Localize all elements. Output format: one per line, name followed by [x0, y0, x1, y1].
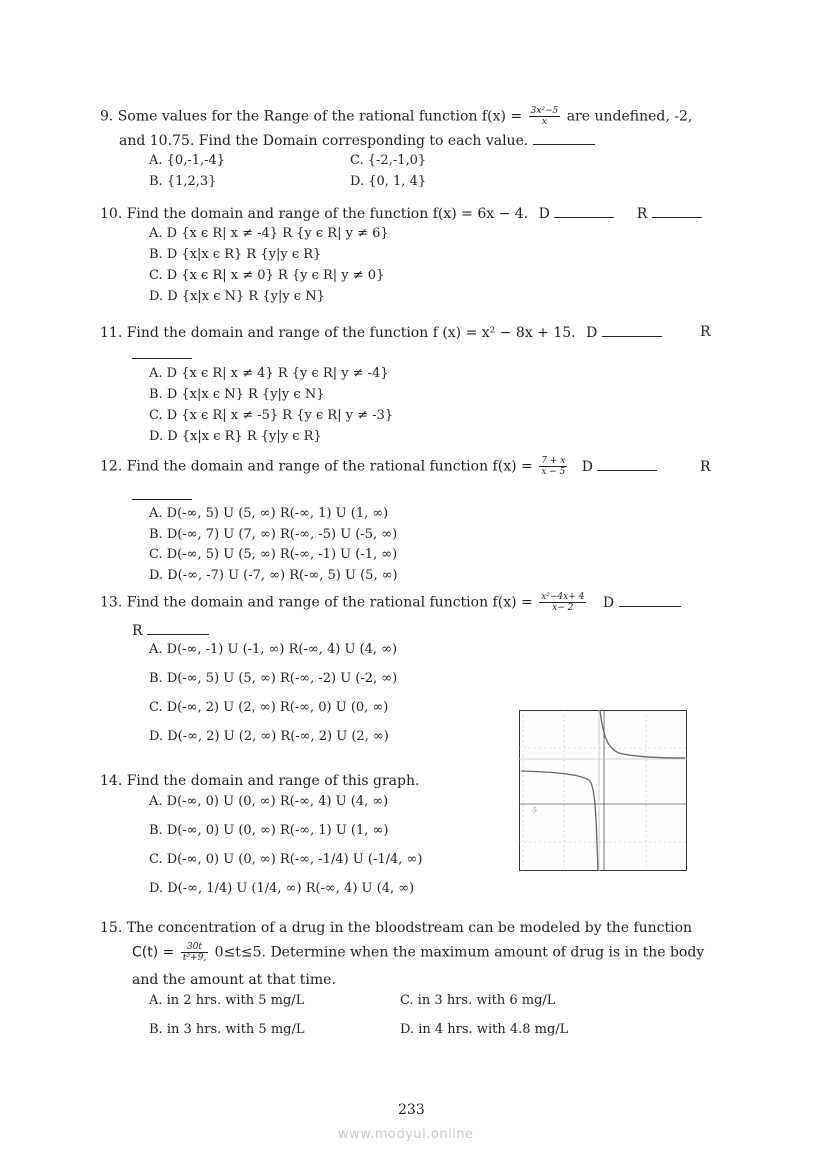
q12-option-c[interactable]: C. D(-∞, 5) U (5, ∞) R(-∞, -1) U (-1, ∞) — [149, 547, 398, 562]
q14-stem: 14. Find the domain and range of this graph. — [100, 773, 420, 789]
q15-line1: 15. The concentration of a drug in the bloodstream can be modeled by the function — [100, 920, 693, 936]
q9-prefix: 9. Some values for the Range of the rational function f(x) = — [100, 108, 523, 125]
q11-range-blank-wrap — [132, 346, 192, 363]
q11-option-a[interactable]: A. D {x ϵ R| x ≠ 4} R {y ϵ R| y ≠ -4} — [149, 366, 389, 381]
q13-d-label: D — [602, 594, 615, 611]
q9-line2 — [119, 132, 595, 149]
q9-suffix: are undefined, -2, — [566, 108, 693, 125]
q15-option-b[interactable]: B. in 3 hrs. with 5 mg/L — [149, 1022, 305, 1037]
q10-range-blank[interactable] — [652, 205, 702, 218]
q14-option-b[interactable]: B. D(-∞, 0) U (0, ∞) R(-∞, 1) U (1, ∞) — [149, 823, 389, 838]
q11-text: 11. Find the domain and range of the function f (x) = x² − 8x + 15. — [100, 325, 576, 341]
q12-option-d[interactable]: D. D(-∞, -7) U (-7, ∞) R(-∞, 5) U (5, ∞) — [149, 568, 398, 583]
q9-option-a[interactable]: A. {0,-1,-4} — [149, 153, 226, 168]
q13-stem — [100, 592, 681, 613]
q12-text: 12. Find the domain and range of the rational function f(x) = — [100, 458, 533, 475]
q14-option-c[interactable]: C. D(-∞, 0) U (0, ∞) R(-∞, -1/4) U (-1/4, ∞) — [149, 852, 423, 867]
q10-option-a[interactable]: A. D {x ϵ R| x ≠ -4} R {y ϵ R| y ≠ 6} — [149, 226, 389, 241]
q13-option-d[interactable]: D. D(-∞, 2) U (2, ∞) R(-∞, 2) U (2, ∞) — [149, 729, 389, 744]
q13-frac-num: x²−4x+ 4 — [541, 592, 585, 602]
q9-option-b[interactable]: B. {1,2,3} — [149, 174, 217, 189]
q15-line2 — [132, 942, 704, 963]
q14-graph — [519, 710, 687, 871]
q15-fraction — [181, 942, 208, 963]
q12-r-label: R — [700, 459, 711, 475]
q13-option-c[interactable]: C. D(-∞, 2) U (2, ∞) R(-∞, 0) U (0, ∞) — [149, 700, 389, 715]
q9-fraction — [529, 106, 561, 127]
q9-line2-text: and 10.75. Find the Domain corresponding to each value. — [119, 133, 529, 149]
q13-option-a[interactable]: A. D(-∞, -1) U (-1, ∞) R(-∞, 4) U (4, ∞) — [149, 642, 398, 657]
q11-domain-blank[interactable] — [602, 324, 662, 337]
q11-d-label: D — [586, 325, 598, 341]
q11-range-blank[interactable] — [132, 346, 192, 359]
q13-option-b[interactable]: B. D(-∞, 5) U (5, ∞) R(-∞, -2) U (-2, ∞) — [149, 671, 398, 686]
q15-line2-rest: 0≤t≤5. Determine when the maximum amount of drug is in the body — [214, 944, 705, 961]
q15-c-prefix: C(t) = — [132, 944, 175, 961]
q15-option-c[interactable]: C. in 3 hrs. with 6 mg/L — [400, 993, 556, 1008]
q9-option-c[interactable]: C. {-2,-1,0} — [350, 153, 427, 168]
graph-tick-label: -5 — [531, 807, 537, 814]
q12-fraction — [539, 456, 567, 477]
q11-r-label: R — [700, 324, 711, 340]
q10-option-b[interactable]: B. D {x|x ϵ R} R {y|y ϵ R} — [149, 247, 322, 262]
q13-r-label: R — [132, 623, 143, 639]
q15-line3: and the amount at that time. — [132, 972, 336, 988]
q14-option-d[interactable]: D. D(-∞, 1/4) U (1/4, ∞) R(-∞, 4) U (4, ∞) — [149, 881, 415, 896]
q13-text: 13. Find the domain and range of the rational function f(x) = — [100, 594, 533, 611]
q11-option-d[interactable]: D. D {x|x ϵ R} R {y|y ϵ R} — [149, 429, 322, 444]
q11-option-b[interactable]: B. D {x|x ϵ N} R {y|y ϵ N} — [149, 387, 325, 402]
q12-range-blank[interactable] — [132, 487, 192, 500]
q12-stem — [100, 456, 657, 477]
q13-fraction — [539, 592, 586, 613]
q13-range-blank[interactable] — [147, 622, 209, 635]
q9-line1 — [100, 106, 692, 127]
q10-r-label: R — [636, 206, 648, 222]
q10-stem — [100, 205, 702, 222]
q12-d-label: D — [581, 458, 593, 475]
q10-option-c[interactable]: C. D {x ϵ R| x ≠ 0} R {y ϵ R| y ≠ 0} — [149, 268, 385, 283]
q12-option-b[interactable]: B. D(-∞, 7) U (7, ∞) R(-∞, -5) U (-5, ∞) — [149, 527, 398, 542]
q12-frac-den: x − 5 — [541, 467, 566, 477]
q11-stem — [100, 324, 662, 341]
q11-option-c[interactable]: C. D {x ϵ R| x ≠ -5} R {y ϵ R| y ≠ -3} — [149, 408, 394, 423]
q10-text: 10. Find the domain and range of the function f(x) = 6x − 4. — [100, 206, 529, 222]
q15-option-a[interactable]: A. in 2 hrs. with 5 mg/L — [149, 993, 305, 1008]
q10-option-d[interactable]: D. D {x|x ϵ N} R {y|y ϵ N} — [149, 289, 325, 304]
q9-option-d[interactable]: D. {0, 1, 4} — [350, 174, 427, 189]
q12-range-blank-wrap — [132, 487, 192, 504]
q15-option-d[interactable]: D. in 4 hrs. with 4.8 mg/L — [400, 1022, 569, 1037]
q15-frac-num: 30t — [181, 942, 208, 953]
page-number: 233 — [398, 1102, 425, 1118]
q13-frac-den: x− 2 — [552, 603, 574, 613]
watermark: www.modyul.online — [338, 1127, 474, 1142]
q13-domain-blank[interactable] — [619, 594, 681, 607]
q10-d-label: D — [538, 206, 550, 222]
q10-domain-blank[interactable] — [554, 205, 614, 218]
q15-frac-den: t²+9, — [182, 953, 207, 963]
q12-domain-blank[interactable] — [597, 458, 657, 471]
q9-answer-blank[interactable] — [533, 132, 595, 145]
q12-frac-num: 7 + x — [541, 456, 566, 466]
q12-option-a[interactable]: A. D(-∞, 5) U (5, ∞) R(-∞, 1) U (1, ∞) — [149, 506, 389, 521]
q13-range-line — [132, 622, 209, 639]
q14-option-a[interactable]: A. D(-∞, 0) U (0, ∞) R(-∞, 4) U (4, ∞) — [149, 794, 389, 809]
q9-frac-den: x — [541, 117, 547, 127]
q9-frac-num: 3x²−5 — [530, 106, 559, 116]
